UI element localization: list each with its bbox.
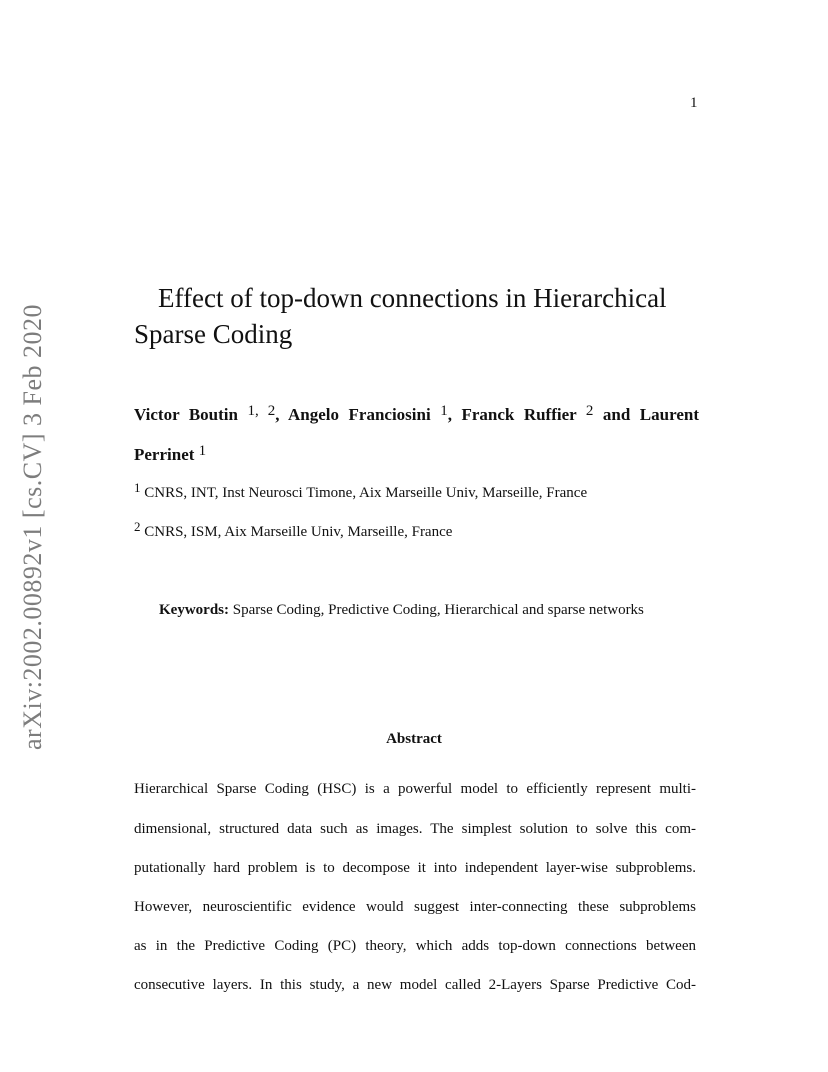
author-affiliation-marker: 1, 2 xyxy=(247,403,276,419)
author-name: , Franck Ruffier xyxy=(447,405,577,424)
affiliation-1 xyxy=(134,480,714,502)
abstract-line: dimensional, structured data such as images. The simplest solution to solve this com- xyxy=(134,821,696,837)
abstract-line: However, neuroscientific evidence would suggest inter-connecting these subproblems xyxy=(134,899,696,915)
author-affiliation-marker: 1 xyxy=(440,403,448,419)
affiliation-text: CNRS, ISM, Aix Marseille Univ, Marseille, France xyxy=(144,524,453,540)
abstract-line: consecutive layers. In this study, a new model called 2-Layers Sparse Predictive Cod- xyxy=(134,977,696,993)
arxiv-identifier: arXiv:2002.00892v1 [cs.CV] 3 Feb 2020 xyxy=(18,303,47,750)
keywords xyxy=(159,602,719,619)
author-name: and Laurent Perrinet xyxy=(134,405,699,464)
affiliation-marker: 1 xyxy=(134,480,141,495)
paper-title: Effect of top-down connections in Hierarchical Sparse Coding xyxy=(134,283,667,349)
affiliation-text: CNRS, INT, Inst Neurosci Timone, Aix Marseille Univ, Marseille, France xyxy=(144,485,588,501)
abstract-heading: Abstract xyxy=(386,731,442,747)
page-number: 1 xyxy=(690,95,698,111)
author-name: , Angelo Franciosini xyxy=(275,405,431,424)
author-list xyxy=(134,395,699,475)
affiliation-marker: 2 xyxy=(134,519,141,534)
abstract-line: Hierarchical Sparse Coding (HSC) is a powerful model to efficiently represent multi- xyxy=(134,781,696,797)
author-affiliation-marker: 1 xyxy=(198,443,207,459)
keywords-text: Sparse Coding, Predictive Coding, Hierarchical and sparse networks xyxy=(232,602,644,618)
abstract-line: as in the Predictive Coding (PC) theory, which adds top-down connections between xyxy=(134,938,696,954)
author-affiliation-marker: 2 xyxy=(585,403,594,419)
affiliation-2 xyxy=(134,519,714,541)
keywords-label: Keywords: xyxy=(159,602,229,618)
author-name: Victor Boutin xyxy=(134,405,238,424)
abstract-line: putationally hard problem is to decompose it into independent layer-wise subproblems. xyxy=(134,860,696,876)
